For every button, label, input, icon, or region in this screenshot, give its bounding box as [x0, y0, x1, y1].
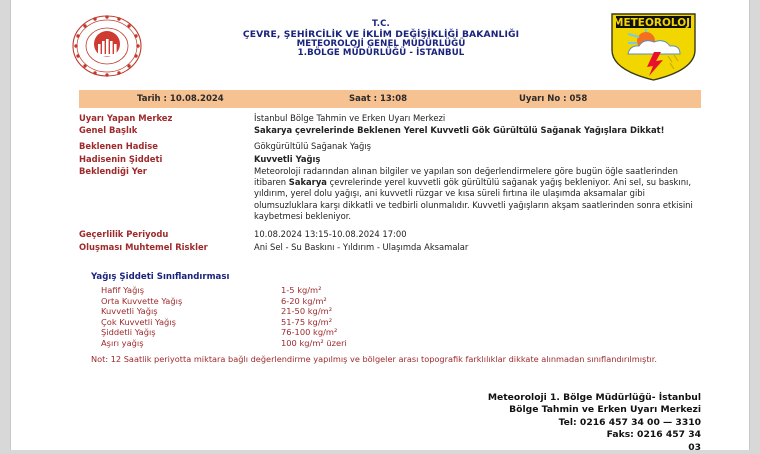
document-footer: [311, 392, 701, 454]
classification-name: Hafif Yağış: [101, 285, 145, 295]
field-value-validity: 10.08.2024 13:15-10.08.2024 17:00: [254, 229, 407, 240]
classification-row: [91, 306, 701, 317]
precipitation-classification: [91, 272, 701, 364]
classification-value: 1-5 kg/m²: [281, 285, 322, 295]
classification-row: [91, 285, 701, 296]
field-label-headline: Genel Başlık: [79, 125, 138, 136]
warning-date: Tarih : 10.08.2024: [137, 94, 224, 104]
field-value-risks: Ani Sel - Su Baskını - Yıldırım - Ulaşımda Aksamalar: [254, 241, 469, 252]
warning-detail-fields: [79, 113, 704, 254]
field-value-event: Gökgürültülü Sağanak Yağış: [254, 141, 372, 152]
area-text-post: çevrelerinde yerel kuvvetli gök gürültülü sağanak yağış bekleniyor. Ani sel, su baskını, yıldırım, yerel dolu yağışı, ani kuvvetli rüzgar ve kısa süreli fırtına ile ulaşımda aksamalar gibi olumsuzluklara karşı dikkatli ve tedbirli olunmalıdır. Kuvvetli yağışların akşam saatlerinden sonra etkisini kaybetmesi bekleniyor.: [254, 177, 693, 221]
footer-fax: Faks: 0216 457 34: [606, 429, 701, 441]
field-label-center: Uyarı Yapan Merkez: [79, 113, 173, 123]
field-row-event: [79, 141, 704, 152]
classification-row: [91, 338, 701, 349]
warning-number: Uyarı No : 058: [519, 94, 588, 104]
warning-time: Saat : 13:08: [349, 94, 408, 104]
field-row-validity: [79, 229, 704, 240]
field-value-center: İstanbul Bölge Tahmin ve Erken Uyarı Merkezi: [254, 113, 446, 123]
classification-row: [91, 296, 701, 307]
svg-text:METEOROLOJİ: METEOROLOJİ: [613, 17, 694, 29]
field-value-headline: Sakarya çevrelerinde Beklenen Yerel Kuvvetli Gök Gürültülü Sağanak Yağışlara Dikkat!: [254, 125, 665, 136]
field-row-headline: [79, 125, 704, 136]
field-value-severity: Kuvvetli Yağış: [254, 153, 321, 164]
classification-name: Çok Kuvvetli Yağış: [101, 316, 176, 327]
header-line-4: 1.BÖLGE MÜDÜRLÜĞÜ - İSTANBUL: [297, 48, 465, 59]
area-text-pre: Meteoroloji radarından alınan bilgiler ve yapılan son değerlendirmelere göre bugün öğle saatlerinden itibaren: [254, 165, 678, 188]
classification-name: Kuvvetli Yağış: [101, 306, 158, 317]
footer-office-name: Meteoroloji 1. Bölge Müdürlüğü- İstanbul: [487, 392, 701, 403]
ministry-emblem-icon: [71, 13, 143, 79]
field-row-area: [79, 166, 704, 222]
field-label-risks: Oluşması Muhtemel Riskler: [79, 241, 208, 252]
document-header: [11, 0, 749, 80]
classification-name: Orta Kuvvette Yağış: [101, 295, 183, 306]
header-line-1: T.C.: [371, 19, 390, 29]
classification-row: [91, 327, 701, 338]
footer-phone: Tel: 0216 457 34 00 — 3310: [558, 416, 701, 428]
footer-fax-continuation: 03: [688, 441, 701, 453]
area-text-emphasis: Sakarya: [288, 177, 327, 188]
footer-center-name: Bölge Tahmin ve Erken Uyarı Merkezi: [509, 404, 701, 416]
classification-name: Şiddetli Yağış: [101, 327, 156, 338]
field-label-event: Beklenen Hadise: [79, 141, 158, 152]
header-line-3: METEOROLOJİ GENEL MÜDÜRLÜĞÜ: [296, 38, 466, 49]
header-line-2: ÇEVRE, ŞEHİRCİLİK VE İKLİM DEĞİŞİKLİĞİ BAKANLIĞI: [242, 28, 520, 40]
classification-value: 21-50 kg/m²: [281, 306, 333, 317]
field-row-severity: [79, 154, 704, 165]
classification-value: 76-100 kg/m²: [281, 327, 338, 338]
ministry-title-block: [161, 20, 601, 59]
classification-value: 6-20 kg/m²: [281, 295, 327, 306]
field-row-risks: [79, 242, 704, 253]
classification-value: 51-75 kg/m²: [281, 316, 333, 327]
document-page: [10, 0, 750, 453]
classification-note: Not: 12 Saatlik periyotta miktara bağlı değerlendirme yapılmış ve bölgeler arası topografik farklılıklar dikkate alınmadan sınıflandırılmıştır.: [91, 353, 658, 364]
warning-info-bar: [79, 90, 701, 108]
field-row-center: [79, 113, 704, 124]
field-label-area: Beklendiği Yer: [79, 165, 147, 176]
classification-title: Yağış Şiddeti Sınıflandırması: [91, 272, 230, 282]
classification-value: 100 kg/m² üzeri: [281, 337, 347, 348]
meteoroloji-logo-icon: [606, 10, 701, 82]
classification-row: [91, 317, 701, 328]
field-label-validity: Geçerlilik Periyodu: [79, 229, 169, 240]
field-label-severity: Hadisenin Şiddeti: [79, 153, 163, 164]
field-value-area: [254, 166, 704, 222]
classification-name: Aşırı yağış: [101, 337, 144, 348]
